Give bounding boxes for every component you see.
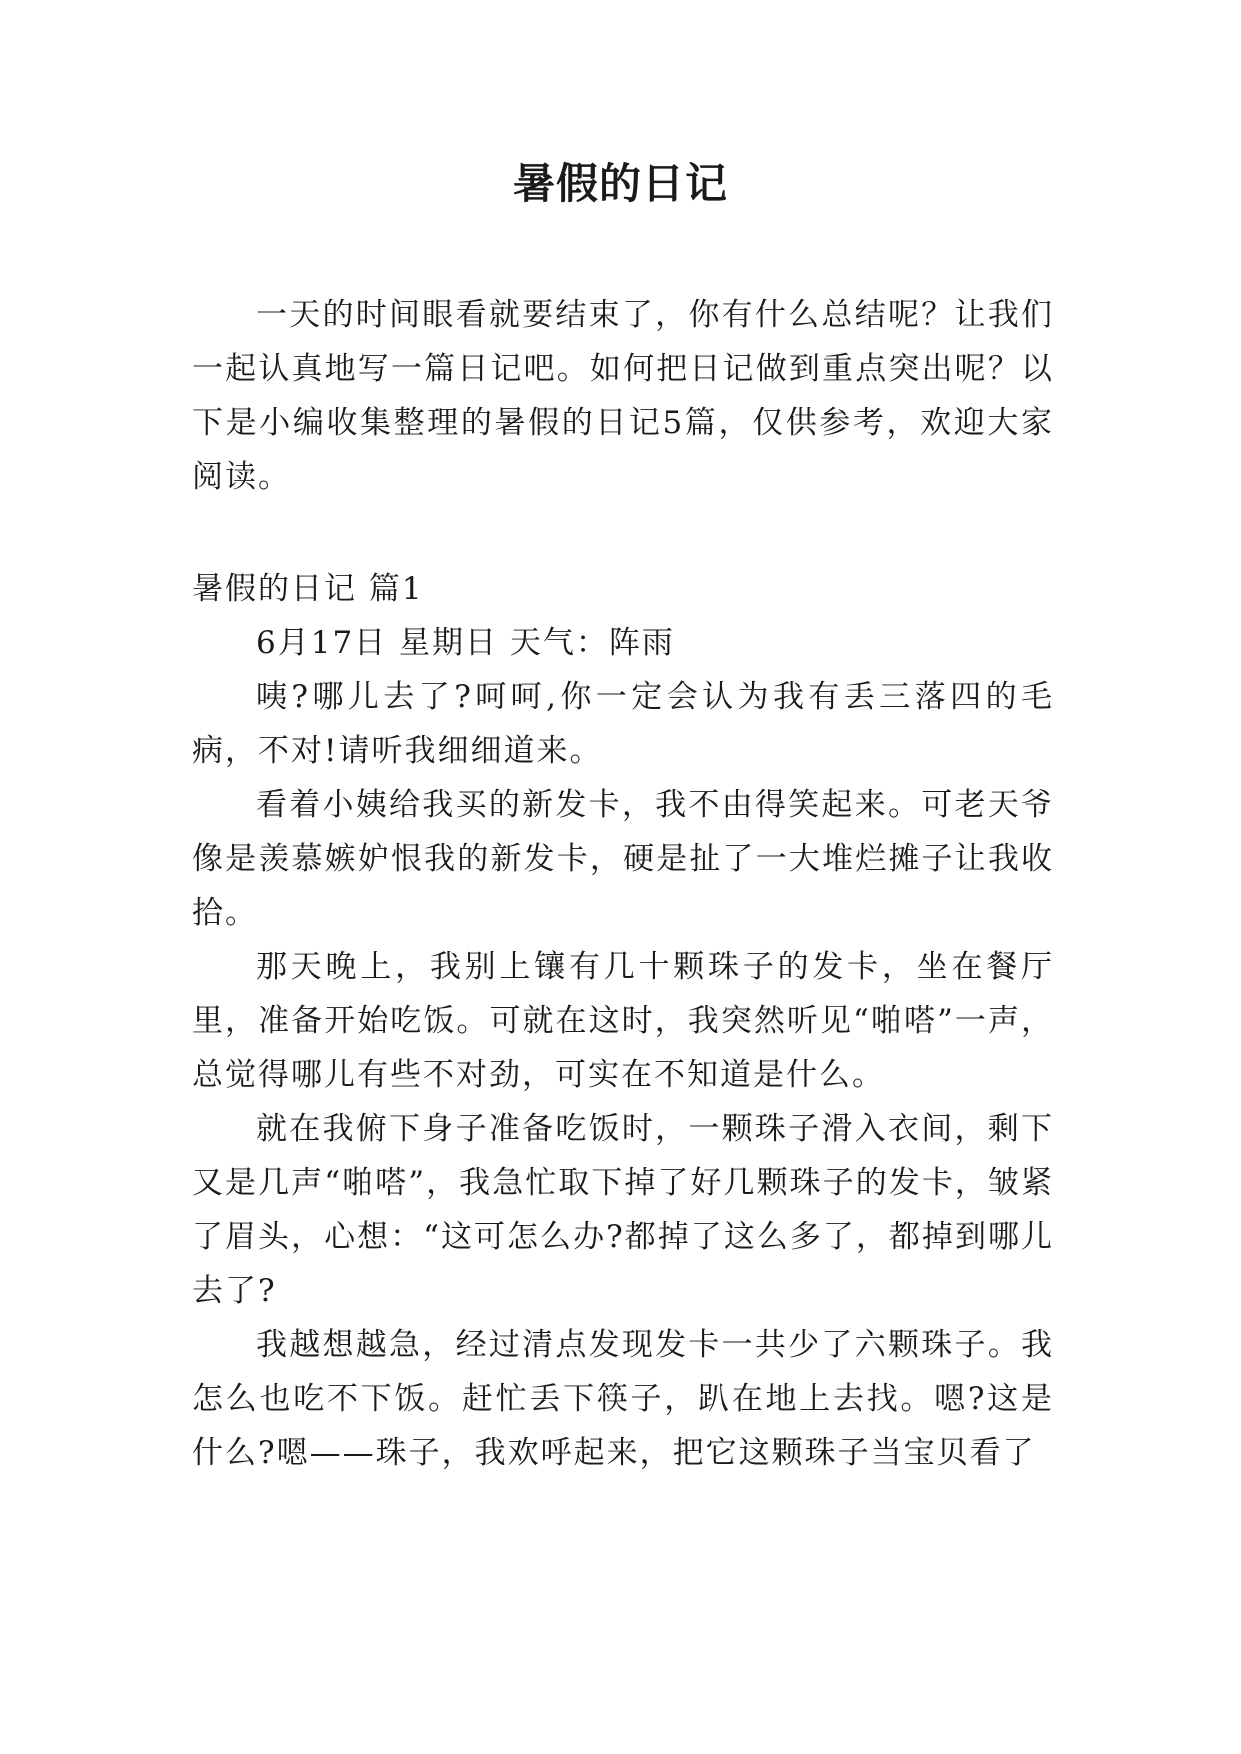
body-paragraph: 看着小姨给我买的新发卡，我不由得笑起来。可老天爷像是羡慕嫉妒恨我的新发卡，硬是扯了一大堆烂摊子让我收拾。 xyxy=(192,787,1054,931)
body-paragraph: 我越想越急，经过清点发现发卡一共少了六颗珠子。我怎么也吃不下饭。赶忙丢下筷子，趴在地上去找。嗯?这是什么?嗯——珠子，我欢呼起来，把它这颗珠子当宝贝看了 xyxy=(192,1327,1054,1471)
body-paragraph: 就在我俯下身子准备吃饭时，一颗珠子滑入衣间，剩下又是几声“啪嗒”，我急忙取下掉了好几颗珠子的发卡，皱紧了眉头，心想：“这可怎么办?都掉了这么多了，都掉到哪儿去了? xyxy=(192,1111,1054,1309)
body-paragraph: 咦?哪儿去了?呵呵,你一定会认为我有丢三落四的毛病，不对!请听我细细道来。 xyxy=(192,679,1054,769)
date-weather-line: 6月17日 星期日 天气：阵雨 xyxy=(256,625,675,661)
body-paragraph: 那天晚上，我别上镶有几十颗珠子的发卡，坐在餐厅里，准备开始吃饭。可就在这时，我突然听见“啪嗒”一声，总觉得哪儿有些不对劲，可实在不知道是什么。 xyxy=(192,949,1054,1093)
document-title: 暑假的日记 xyxy=(512,159,728,208)
intro-paragraph: 一天的时间眼看就要结束了，你有什么总结呢？让我们一起认真地写一篇日记吧。如何把日记做到重点突出呢？以下是小编收集整理的暑假的日记5篇，仅供参考，欢迎大家阅读。 xyxy=(192,297,1054,495)
section-heading: 暑假的日记 篇1 xyxy=(192,571,424,607)
document-body xyxy=(192,288,1054,1480)
section-spacer xyxy=(192,504,1054,562)
